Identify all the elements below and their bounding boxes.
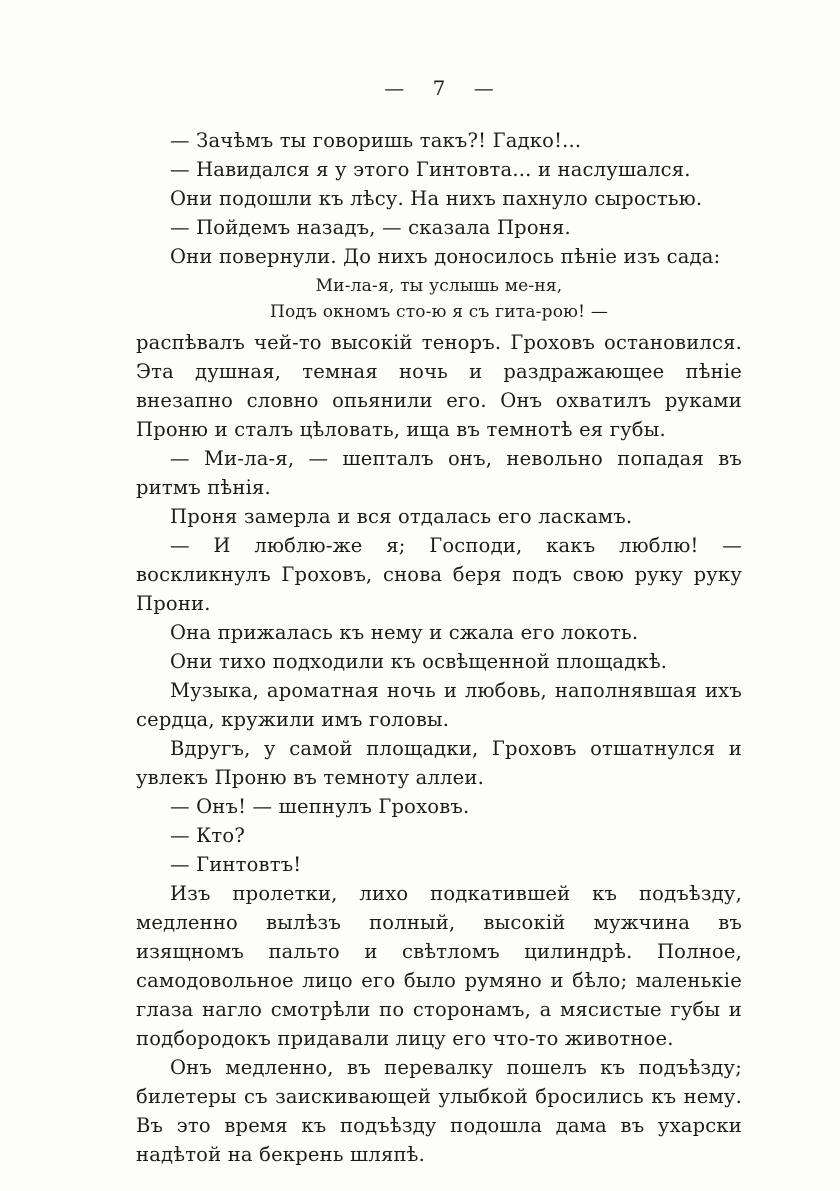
verse-stanza xyxy=(136,273,742,325)
paragraph: Музыка, ароматная ночь и любовь, наполнявшая ихъ сердца, кружили имъ головы. xyxy=(136,679,742,731)
paragraph: — Зачѣмъ ты говоришь такъ?! Гадко!... xyxy=(170,129,582,152)
paragraph: Проня замерла и вся отдалась его ласкамъ. xyxy=(170,505,633,528)
paragraph: Онъ медленно, въ перевалку пошелъ къ подъѣзду; билетеры съ заискивающей улыбкой бросились къ нему. Въ это время къ подъѣзду подошла дама въ ухарски надѣтой на бекрень шляпѣ. xyxy=(136,1056,742,1166)
paragraph: — Навидался я у этого Гинтовта... и наслушался. xyxy=(170,158,691,181)
paragraph: Она прижалась къ нему и сжала его локоть. xyxy=(170,621,639,644)
paragraph: Они повернули. До нихъ доносилось пѣніе изъ сада: xyxy=(170,245,721,268)
verse-line: Ми-ла-я, ты услышь ме-ня, xyxy=(315,276,563,296)
paragraph: Изъ пролетки, лихо подкатившей къ подъѣзду, медленно вылѣзъ полный, высокій мужчина въ изящномъ пальто и свѣтломъ цилиндрѣ. Полное, самодовольное лицо его было румяно и бѣло; маленькіе глаза нагло смотрѣли по сторонамъ, а мясистые губы и подбородокъ придавали лицу его что-то животное. xyxy=(136,882,742,1050)
paragraph: Они подошли къ лѣсу. На нихъ пахнуло сыростью. xyxy=(170,187,703,210)
paragraph: — Онъ! — шепнулъ Гроховъ. xyxy=(170,795,470,818)
paragraph: распѣвалъ чей-то высокій теноръ. Гроховъ остановился. Эта душная, темная ночь и раздражающее пѣніе внезапно словно опьянили его. Онъ охватилъ руками Проню и сталъ цѣловать, ища въ темнотѣ ея губы. xyxy=(136,331,742,441)
paragraph: Они тихо подходили къ освѣщенной площадкѣ. xyxy=(170,650,668,673)
verse-line: Подъ окномъ сто-ю я съ гита-рою! — xyxy=(269,302,609,322)
paragraph: — И люблю-же я; Господи, какъ люблю! — воскликнулъ Гроховъ, снова беря подъ свою руку руку Прони. xyxy=(136,534,742,615)
text-body xyxy=(136,126,742,1169)
paragraph: — Пойдемъ назадъ, — сказала Проня. xyxy=(170,216,571,239)
paragraph: — Гинтовтъ! xyxy=(170,853,302,876)
paragraph: — Ми-ла-я, — шепталъ онъ, невольно попадая въ ритмъ пѣнія. xyxy=(136,447,742,499)
paragraph: — Кто? xyxy=(170,824,245,847)
paragraph: Вдругъ, у самой площадки, Гроховъ отшатнулся и увлекъ Проню въ темноту аллеи. xyxy=(136,737,742,789)
page-number-header: — 7 — xyxy=(384,76,494,100)
